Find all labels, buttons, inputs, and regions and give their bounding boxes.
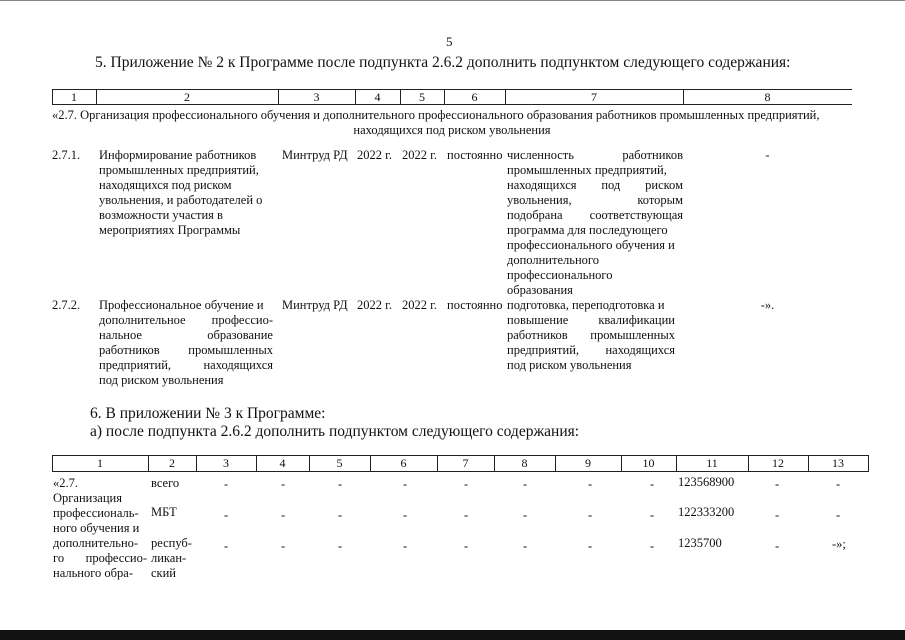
t1-col-header: 6 [471,90,478,104]
t2-col-header: 13 [832,456,844,470]
section-6-heading: 6. В приложении № 3 к Программе: [90,405,326,422]
t1-col-header: 4 [374,90,381,104]
cell-value: - [464,539,469,553]
t2-col-header: 2 [169,456,175,470]
cell-value: -»; [832,537,846,551]
t2-col-header: 8 [521,456,528,470]
t1-col-header: 5 [419,90,425,104]
cell-value: - [281,508,286,522]
cell-value: - [836,508,841,522]
row-number: 2.7.1. [52,148,81,162]
start-year: 2022 г. [357,148,392,162]
program-item-name: «2.7. Организация профессиональ- ного обучения и дополнительно- го профессио- нального обра- [53,476,147,580]
cell-value: - [775,539,780,553]
start-year: 2022 г. [357,298,392,312]
cell-value: - [523,539,528,553]
cell-value: - [464,477,469,491]
period: постоянно [447,298,503,312]
measure-name: Информирование работников промышленных предприятий, находящихся под риском увольнения, и работодателей о возможности участия в мероприятиях Программы [99,148,263,237]
cell-value: - [588,508,593,522]
t2-col-header: 1 [97,456,103,470]
expected-result: численность работников промышленных предприятий, находящихся под риском увольнения, которым подобрана соответствующая программа для последующего профессионального обучения и дополнительного профессионального образования [507,148,683,297]
cell-value: - [650,539,655,553]
t1-col-header: 7 [591,90,597,104]
section-5-heading: 5. Приложение № 2 к Программе после подпункта 2.6.2 дополнить подпунктом следующего содержания: [95,54,791,71]
cell-value: - [650,477,655,491]
total-amount: 123568900 [678,475,735,489]
cell-value: - [338,477,343,491]
measure-name: Профессиональное обучение и дополнительное профессио- нальное образование работников промышленных предприятий, находящихся под риском увольнения [99,298,273,387]
total-amount: 122333200 [678,505,735,519]
cell-value: - [224,477,229,491]
cell-value: - [523,477,528,491]
cell-value: - [281,477,286,491]
page-number: 5 [446,34,453,49]
t2-col-header: 12 [772,456,784,470]
t2-col-header: 10 [642,456,655,470]
t1-col-header: 3 [313,90,320,104]
cell-value: - [836,477,841,491]
cell-value: - [403,508,408,522]
cell-value: - [464,508,469,522]
t2-col-header: 11 [706,456,718,470]
t1-col-header: 8 [764,90,771,104]
cell-value: - [281,539,286,553]
t2-col-header: 3 [223,456,229,470]
cell-value: - [588,477,593,491]
cell-value: - [403,539,408,553]
cell-value: - [338,539,343,553]
period: постоянно [447,148,503,162]
t1-col-header: 1 [71,90,77,104]
executor: Минтруд РД [282,148,348,162]
indicator: -». [760,298,775,312]
total-amount: 1235700 [678,536,722,550]
cell-value: - [588,539,593,553]
row-number: 2.7.2. [52,298,81,312]
section-6-subheading: а) после подпункта 2.6.2 дополнить подпунктом следующего содержания: [90,423,580,440]
end-year: 2022 г. [402,148,437,162]
t2-col-header: 7 [462,456,469,470]
cell-value: - [224,539,229,553]
expected-result: подготовка, переподготовка и повышение квалификации работников промышленных предприятий, находящихся под риском увольнения [507,298,675,372]
t1-section-title-line1: «2.7. Организация профессионального обучения и дополнительного профессионального образования работников промышленных предприятий, [52,108,820,122]
funding-source: МБТ [151,505,177,519]
t2-col-header: 6 [400,456,407,470]
scan-top-edge [0,0,905,5]
indicator: - [765,148,770,162]
t2-col-header: 5 [336,456,343,470]
scan-bottom-edge [0,630,905,640]
cell-value: - [338,508,343,522]
cell-value: - [775,508,780,522]
funding-source: респуб- ликан- ский [151,536,192,580]
end-year: 2022 г. [402,298,437,312]
cell-value: - [775,477,780,491]
cell-value: - [224,508,229,522]
executor: Минтруд РД [282,298,348,312]
t1-col-header: 2 [184,90,190,104]
cell-value: - [650,508,655,522]
t2-col-header: 4 [279,456,286,470]
t2-col-header: 9 [585,456,591,470]
t1-section-title-line2: находящихся под риском увольнения [353,123,551,137]
cell-value: - [523,508,528,522]
cell-value: - [403,477,408,491]
funding-source: всего [151,476,180,490]
